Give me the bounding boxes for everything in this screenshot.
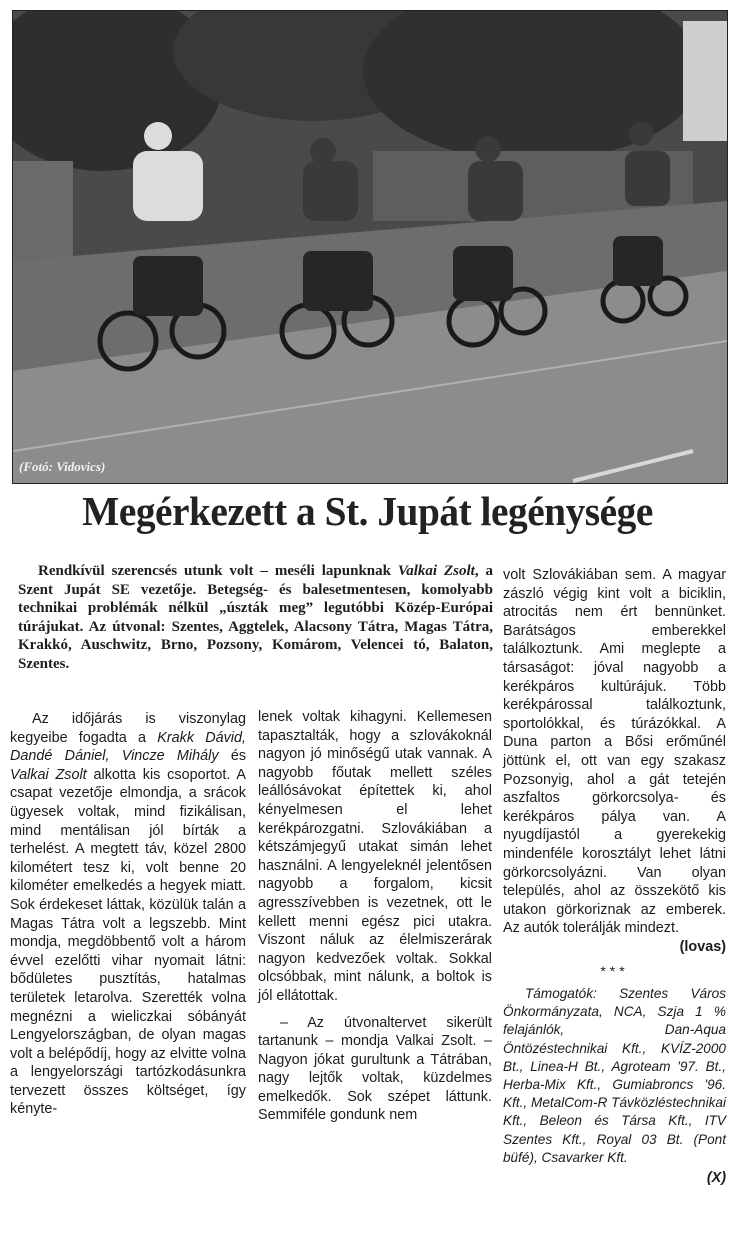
article-column-3 [503,566,726,1188]
intro-text-1: Rendkívül szerencsés utunk volt – meséli lapunknak [38,563,391,579]
article-column-2 [258,708,492,1125]
photo-credit: (Fotó: Vidovics) [19,459,106,474]
col1-names: Krakk Dávid, Dandé Dániel, Vincze Mihály [10,729,247,765]
col1-and: és [230,748,247,765]
headline: Megérkezett a St. Jupát legénysége [82,488,653,534]
end-mark: (X) [706,1170,726,1187]
sponsors-list: Támogatók: Szentes Város Önkormányzata, NCA, Szja 1 % felajánlók, Dan-Aqua Öntözéstechnikai Kft., KVÍZ-2000 Bt., Linea-H Bt., Agroteam '97. Bt., Herba-Mix Kft., Gumiabroncs '96. Kft., MetalCom-R Távközléstechnikai Kft., Beleon és Társa Kft., ITV Szentes Kft., Royal 03 Bt. (Pont büfé), Csavarker Kft. [503,986,726,1165]
intro-text-2: , a Szent Jupát SE vezetője. Betegség- és balesetmentesen, komolyabb technikai problémák nélkül „úszták meg” legutóbbi Közép-Európai túrájukat. Az útvonal: Szentes, Aggtelek, Alacsony Tátra, Magas Tátra, Krakkó, Auschwitz, Brno, Pozsony, Komárom, Velencei tó, Balaton, Szentes. [18,563,493,672]
col1-text-a: Az időjárás is viszonylag kegyeibe fogadta a [10,711,246,746]
cyclists-photo [12,10,728,484]
col2-paragraph-2: – Az útvonaltervet sikerült tartanunk – mondja Valkai Zsolt. – Nagyon jókat gurultunk a Tátrában, nagy lejtők voltak, küzdelmes emelkedők. Sok szépet láttunk. Semmiféle gondunk nem [258,1014,492,1124]
author-signoff: (lovas) [679,938,726,955]
col3-paragraph-1: volt Szlovákiában sem. A magyar zászló végig kint volt a biciklin, atrocitás nem ért bennünket. Barátságos emberekkel találkoztunk. Ami meglepte a társaságot: jóval nagyobb a kerékpáros kultúrájuk. Több kerékpárossal találkoztunk, sportolókkal, és túrázókkal. A Duna parton a Bősi erőműnél jöttünk el, ott van egy szakasz Pozsonyig, ahol a gát tetején aszfaltos görkorcsolya- és kerékpáros pálya van. A nyugdíjastól a gyerekekig mindenféle korosztályt lehet látni görkorcsolyázni. Van olyan település, ahol az összekötő kis utakon görkoriznak az emberek. Az autók tolerálják mindezt. [503,567,726,937]
section-divider-stars: *** [600,963,629,980]
article-column-1 [10,710,246,1119]
col1-name-last: Valkai Zsolt [10,766,87,783]
col2-paragraph-1: lenek voltak kihagyni. Kellemesen tapasztalták, hogy a szlovákoknál nagyon jó minőségű utak vannak. A nagyobb főutak mellett széles leállósávokat építettek ki, ahol kényelmesen el lehet kerékpározgatni. Szlovákiában a kétszámjegyű utakat simán lehet használni. A lengyeleknél jelentősen nagyobb a forgalom, kicsit agresszívebben is vezetnek, ott le kellett menni egész pici utakra. Viszont náluk az élelmiszerárak nagyon kedvezőek voltak. Sokkal olcsóbbak, mint nálunk, a boltok is jól ellátottak. [258,709,492,1004]
intro-name: Valkai Zsolt [397,563,475,579]
article-intro [18,562,493,674]
photo-illustration [13,11,727,483]
col1-text-b: alkotta kis csoportot. A csapat vezetője elmondja, a srácok ügyesek voltak, mind fizikálisan, mind mentálisan jól bírták a terhelést. A megtett táv, közel 2800 kilométert tesz ki, volt benne 20 kilométer emelkedés a hegyek miatt. Sok érdekeset láttak, közülük talán a Magas Tátra volt a legszebb. Mint mondja, megdöbbentő volt a három évvel ezelőtti vihar nyomait látni: bődületes pusztítás, hatalmas területek letarolva. Szerették volna megnézni a wieliczkai sóbányát Lengyelországban, de olyan magas volt a belépődíj, hogy az elvitte volna a lengyelországi tartózkodásunkra tervezett összes költséget, így kényte- [10,766,247,1118]
